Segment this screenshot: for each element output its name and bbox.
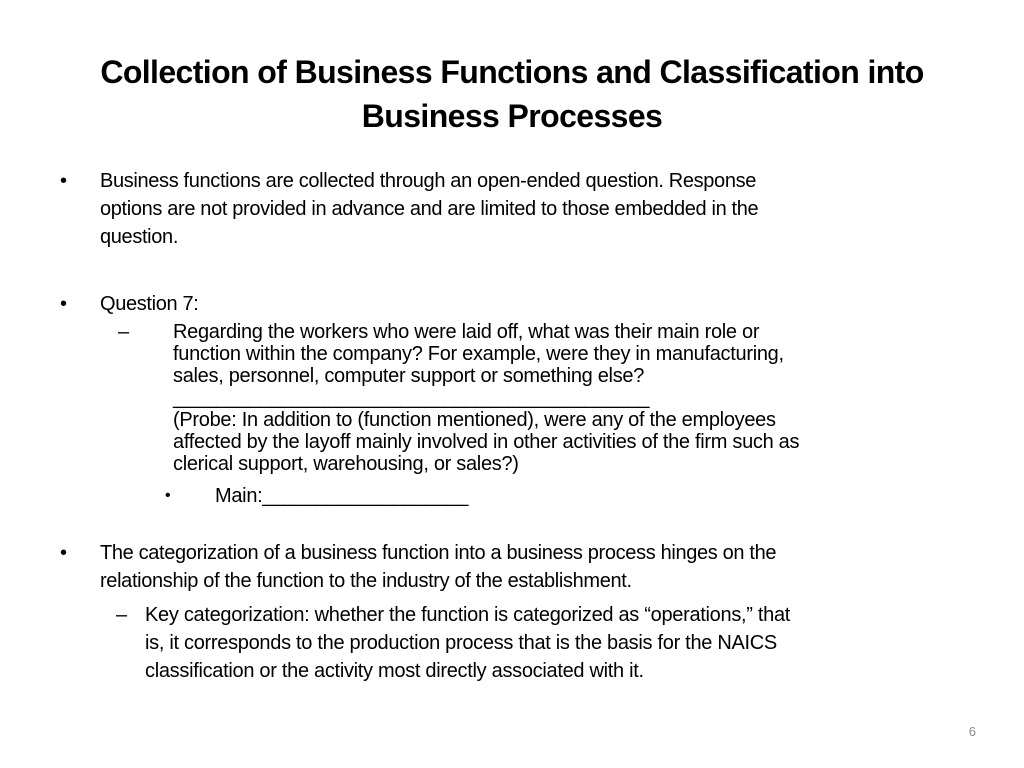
bullet-marker: • <box>60 170 68 192</box>
question-line-3: sales, personnel, computer support or something else? <box>173 365 645 387</box>
key-line-3: classification or the activity most directly associated with it. <box>145 660 644 682</box>
bullet-3-text <box>100 539 960 595</box>
question-line-7: clerical support, warehousing, or sales?) <box>173 453 519 475</box>
key-categorization-text <box>145 601 965 685</box>
bullet-2-text: Question 7: <box>100 293 199 315</box>
title-line-1: Collection of Business Functions and Classification into <box>100 54 924 90</box>
bullet-3-line-1: The categorization of a business function into a business process hinges on the <box>100 542 777 564</box>
question-line-6: affected by the layoff mainly involved in other activities of the firm such as <box>173 431 800 453</box>
title-line-2: Business Processes <box>361 98 663 134</box>
question-line-5: (Probe: In addition to (function mentioned), were any of the employees <box>173 409 776 431</box>
question-line-2: function within the company? For example, were they in manufacturing, <box>173 343 784 365</box>
dash-marker: – <box>118 321 130 343</box>
key-line-2: is, it corresponds to the production process that is the basis for the NAICS <box>145 632 777 654</box>
question-line-1: Regarding the workers who were laid off, what was their main role or <box>173 321 760 343</box>
bullet-1-line-1: Business functions are collected through an open-ended question. Response <box>100 170 757 192</box>
question-answer-line: ____________________________________________ <box>173 387 650 409</box>
bullet-1-line-2: options are not provided in advance and are limited to those embedded in the <box>100 198 759 220</box>
bullet-marker: • <box>60 293 68 315</box>
main-answer-line: Main:___________________ <box>215 485 469 507</box>
question-7-text <box>173 321 973 475</box>
sub-bullet-marker: • <box>165 487 171 504</box>
bullet-3-line-2: relationship of the function to the industry of the establishment. <box>100 570 632 592</box>
bullet-1-text <box>100 167 960 251</box>
key-line-1: Key categorization: whether the function is categorized as “operations,” that <box>145 604 791 626</box>
dash-marker: – <box>116 604 128 626</box>
page-number: 6 <box>968 724 976 739</box>
bullet-1-line-3: question. <box>100 226 179 248</box>
bullet-marker: • <box>60 542 68 564</box>
